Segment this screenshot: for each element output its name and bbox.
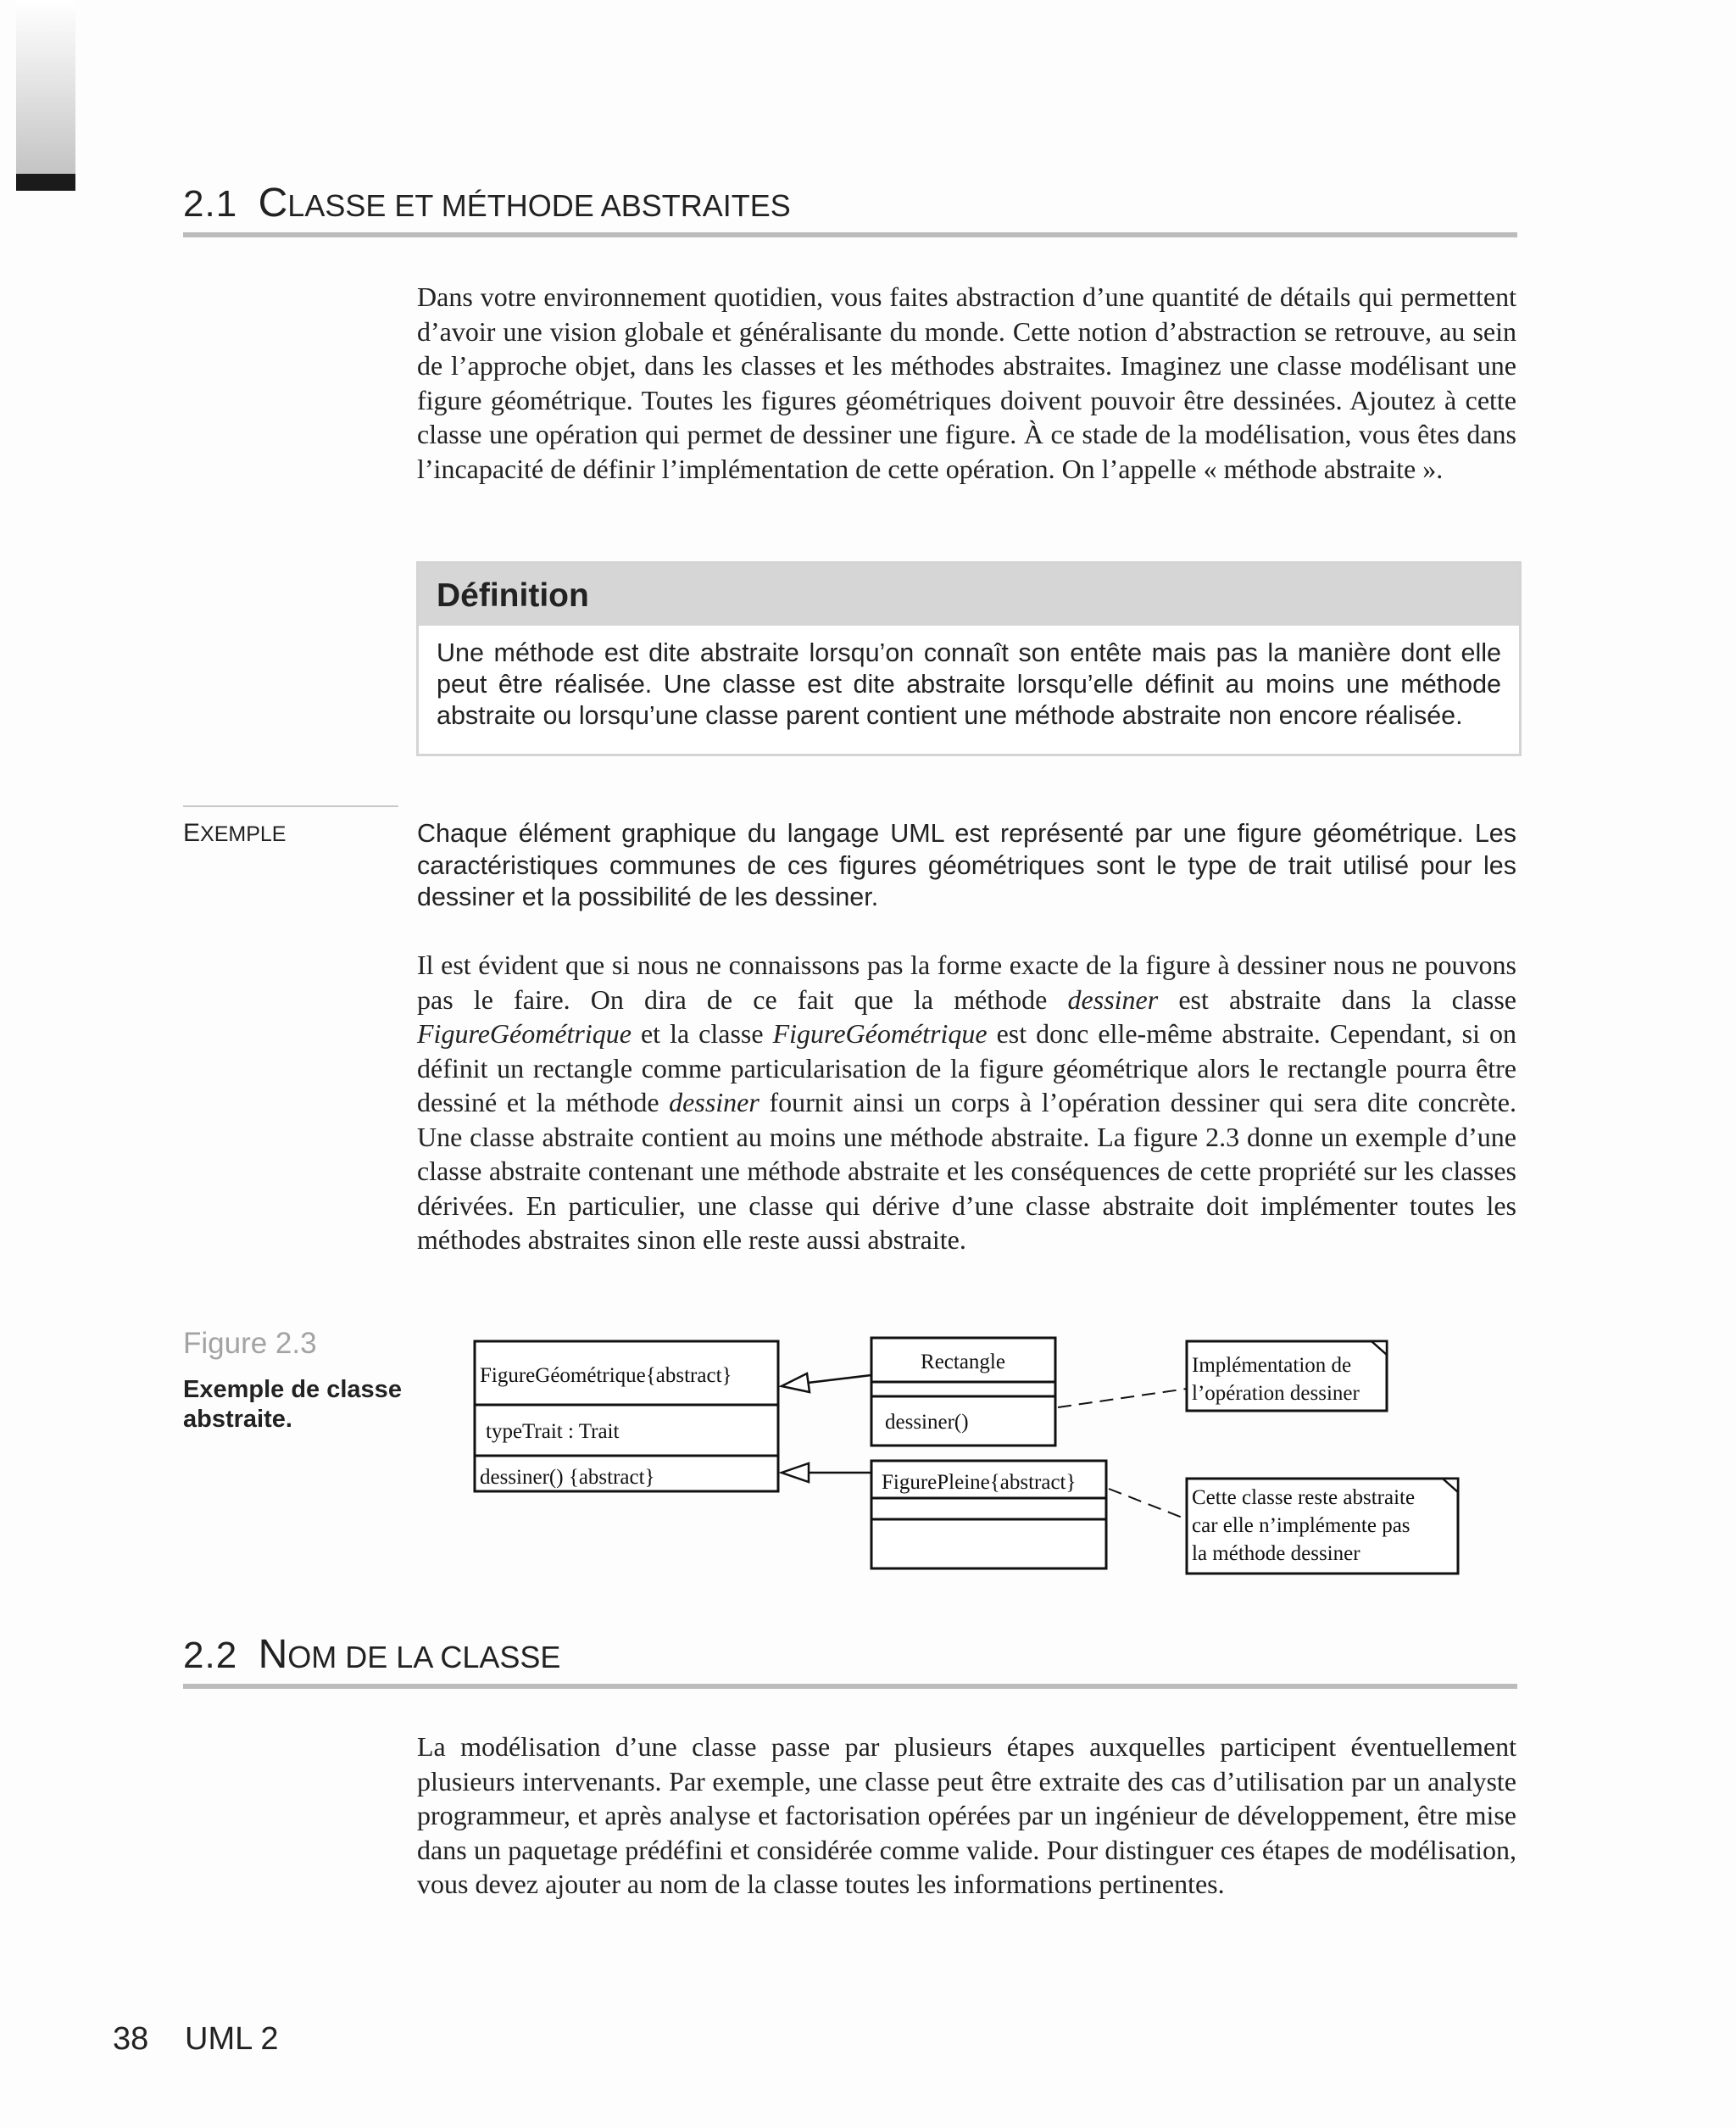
class-name-figure-pleine: FigurePleine{abstract}	[882, 1471, 1077, 1494]
uml-class-diagram	[441, 1323, 1492, 1577]
section-rule	[183, 1684, 1517, 1689]
italic-run: FigureGéométrique	[772, 1018, 988, 1049]
text-run: Il est évident que si nous ne connaissons pas la forme exacte de la figure à dessiner nous ne pouvons pas le faire. On dira de ce fait que la méthode	[417, 950, 1516, 1015]
text-run: fournit ainsi un corps à l’opération dessiner qui sera dite concrète. Une classe abstraite contient au moins une méthode abstraite. La figure 2.3 donne un exemple d’une classe abstraite contenant une méthode abstraite et les conséquences de cette propriété sur les classes dérivées. En particulier, une classe qui dérive d’une classe abstraite doit implémenter toutes les méthodes abstraites sinon elle reste aussi abstraite.	[417, 1087, 1517, 1255]
example-paragraph-1: Chaque élément graphique du langage UML est représenté par une figure géométrique. Les caractéristiques communes de ces figures géométriques sont le type de trait utilisé pour les dessiner et la possibilité de les dessiner.	[417, 819, 1516, 911]
note-anchor-dashed-line	[1109, 1489, 1187, 1519]
text-run: et la classe	[631, 1018, 773, 1049]
class-rectangle	[871, 1338, 1055, 1446]
note-implementation-line-2: l’opération dessiner	[1192, 1382, 1360, 1405]
inheritance-arrowhead	[782, 1373, 810, 1392]
note-abstract	[1187, 1479, 1458, 1574]
chapter-thumb-bar	[16, 174, 75, 191]
example-label	[183, 821, 286, 846]
figure-number: Figure 2.3	[183, 1327, 317, 1360]
figure-caption: Exemple de classe abstraite.	[183, 1376, 402, 1433]
section-title-rest: LASSE ET MÉTHODE ABSTRAITES	[287, 188, 791, 223]
section-title-rest: OM DE LA CLASSE	[287, 1640, 561, 1674]
operation-dessiner-abstract: dessiner() {abstract}	[480, 1466, 655, 1489]
running-footer-title: UML 2	[185, 2021, 279, 2057]
note-abstract-line-2: car elle n’implémente pas	[1192, 1514, 1410, 1537]
definition-heading: Définition	[419, 564, 1519, 626]
section-rule	[183, 232, 1517, 237]
example-label-rest: XEMPLE	[200, 822, 287, 846]
italic-run: dessiner	[669, 1087, 760, 1117]
note-anchor-dashed-line	[1058, 1389, 1187, 1407]
class-figure-geometrique	[475, 1341, 778, 1491]
example-paragraph-2	[417, 948, 1516, 1257]
section-2-2-title	[183, 1632, 1517, 1677]
margin-rule	[183, 805, 398, 807]
section-2-2-paragraph: La modélisation d’une classe passe par plusieurs étapes auxquelles participent éventuellement plusieurs intervenants. Par exemple, une classe peut être extraite des cas d’utilisation par un analyste programmeur, et après analyse et factorisation opérées par un ingénieur de développement, être mise dans un paquetage prédéfini et considérée comme valide. Pour distinguer ces étapes de modélisation, vous devez ajouter au nom de la classe toutes les informations pertinentes.	[417, 1731, 1516, 1899]
text-run: est abstraite dans la classe	[1158, 983, 1517, 1015]
chapter-thumb-tab	[16, 0, 75, 174]
attribute-type-trait: typeTrait : Trait	[486, 1420, 620, 1443]
intro-paragraph: Dans votre environnement quotidien, vous faites abstraction d’une quantité de détails qui permettent d’avoir une vision globale et généralisante du monde. Cette notion d’abstraction se retrouve, au sein de l’approche objet, dans les classes et les méthodes abstraites. Imaginez une classe modélisant une figure géométrique. Toutes les figures géométriques doivent pouvoir être dessinées. Ajoutez à cette classe une opération qui permet de dessiner une figure. À ce stade de la modélisation, vous êtes dans l’incapacité de définir l’implémentation de cette opération. On l’appelle « méthode abstraite ».	[417, 281, 1516, 484]
class-name-figure-geometrique: FigureGéométrique{abstract}	[480, 1364, 732, 1387]
note-implementation	[1187, 1341, 1387, 1411]
section-title-initial: N	[258, 1632, 288, 1677]
section-number: 2.2	[183, 1635, 238, 1676]
operation-dessiner: dessiner()	[885, 1411, 969, 1434]
generalization-figure-pleine	[782, 1463, 871, 1482]
generalization-rectangle	[782, 1373, 871, 1392]
italic-run: FigureGéométrique	[417, 1018, 632, 1049]
inheritance-arrowhead	[782, 1463, 809, 1482]
note-abstract-line-1: Cette classe reste abstraite	[1192, 1486, 1416, 1509]
section-number: 2.1	[183, 183, 238, 225]
class-figure-pleine	[871, 1461, 1106, 1568]
page-number: 38	[113, 2021, 149, 2057]
section-2-1-title	[183, 183, 1517, 224]
class-name-rectangle: Rectangle	[921, 1351, 1005, 1373]
note-abstract-line-3: la méthode dessiner	[1192, 1542, 1360, 1565]
italic-run: dessiner	[1067, 983, 1159, 1015]
definition-text: Une méthode est dite abstraite lorsqu’on connaît son entête mais pas la manière dont elle peut être réalisée. Une classe est dite abstraite lorsqu’elle définit au moins une méthode abstraite ou lorsqu’une classe parent contient une méthode abstraite non encore réalisée.	[437, 638, 1501, 730]
example-label-initial: E	[183, 819, 201, 847]
definition-box	[416, 561, 1522, 756]
text-run: est donc elle-même abstraite. Cependant, si on définit un rectangle comme particularisation de la figure géométrique alors le rectangle pourra être dessiné et la méthode	[417, 1018, 1517, 1117]
note-implementation-line-1: Implémentation de	[1192, 1354, 1352, 1377]
section-title-initial: C	[258, 181, 288, 226]
